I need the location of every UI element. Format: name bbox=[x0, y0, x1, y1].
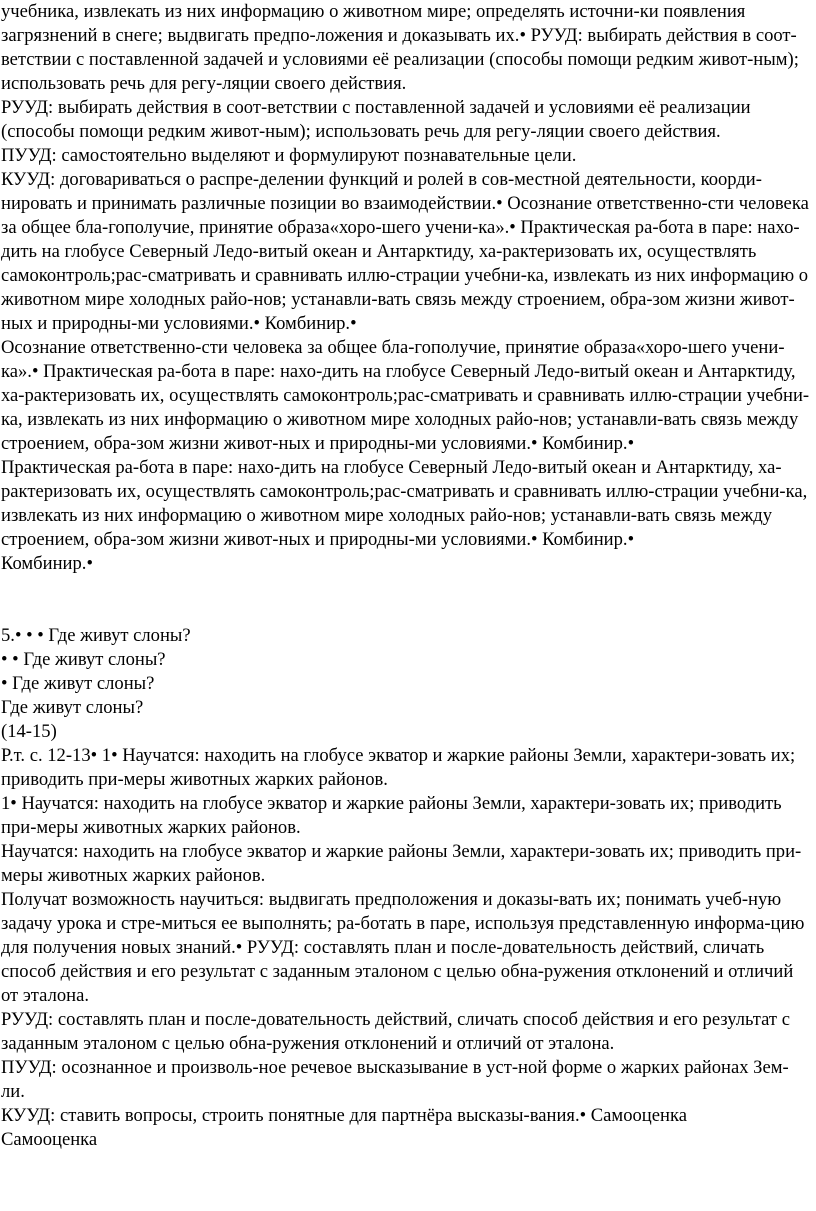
paragraph: учебника, извлекать из них информацию о животном мире; определять источни-ки появления загрязнений в снеге; выдвигать предпо-ложения и доказывать их.• РУУД: выбирать действия в соот-ветствии с поставленной задачей и условиями её реализации (способы помощи редким живот-ным); использовать речь для регу-ляции своего действия. bbox=[1, 1, 799, 94]
paragraph: Практическая ра-бота в паре: нахо-дить на глобусе Северный Ледо-витый океан и Антарктиду, ха-рактеризовать их, осуществлять самоконтроль;рас-сматривать и сравнивать иллю-страции учебни-ка, извлекать из них информацию о животном мире холодных райо-нов; устанавли-вать связь между строением, обра-зом жизни живот-ных и природны-ми условиями.• Комбинир.• bbox=[1, 457, 808, 550]
paragraph: Получат возможность научиться: выдвигать предположения и доказы-вать их; понимать учеб-ную задачу урока и стре-миться ее выполнять; ра-ботать в паре, используя представленную информа-цию для получения новых знаний.• РУУД: составлять план и после-довательность действий, сличать способ действия и его результат с заданным эталоном с целью обна-ружения отклонений и отличий от эталона. bbox=[1, 889, 805, 1006]
blank-space bbox=[1, 576, 810, 624]
paragraph: (14-15) bbox=[1, 721, 57, 742]
paragraph: 1• Научатся: находить на глобусе экватор и жаркие районы Земли, характери-зовать их; приводить при-меры животных жарких районов. bbox=[1, 793, 782, 838]
paragraph: Р.т. с. 12-13• 1• Научатся: находить на глобусе экватор и жаркие районы Земли, характери-зовать их; приводить при-меры животных жарких районов. bbox=[1, 745, 796, 790]
paragraph: ПУУД: осознанное и произволь-ное речевое высказывание в уст-ной форме о жарких районах Зем-ли. bbox=[1, 1057, 789, 1102]
paragraph: • • Где живут слоны? bbox=[1, 649, 166, 670]
paragraph: РУУД: составлять план и после-довательность действий, сличать способ действия и его результат с заданным эталоном с целью обна-ружения отклонений и отличий от эталона. bbox=[1, 1009, 790, 1054]
paragraph: Осознание ответственно-сти человека за общее бла-гополучие, принятие образа«хоро-шего учени-ка».• Практическая ра-бота в паре: нахо-дить на глобусе Северный Ледо-витый океан и Антарктиду, ха-рактеризовать их, осуществлять самоконтроль;рас-сматривать и сравнивать иллю-страции учебни-ка, извлекать из них информацию о животном мире холодных райо-нов; устанавли-вать связь между строением, обра-зом жизни живот-ных и природны-ми условиями.• Комбинир.• bbox=[1, 337, 810, 454]
paragraph: РУУД: выбирать действия в соот-ветствии с поставленной задачей и условиями её реализации (способы помощи редким живот-ным); использовать речь для регу-ляции своего действия. bbox=[1, 97, 751, 142]
paragraph: КУУД: ставить вопросы, строить понятные для партнёра высказы-вания.• Самооценка bbox=[1, 1105, 687, 1126]
paragraph: Где живут слоны? bbox=[1, 697, 144, 718]
paragraph: • Где живут слоны? bbox=[1, 673, 155, 694]
paragraph: 5.• • • Где живут слоны? bbox=[1, 625, 191, 646]
paragraph: Комбинир.• bbox=[1, 553, 93, 574]
paragraph: ПУУД: самостоятельно выделяют и формулируют познавательные цели. bbox=[1, 145, 577, 166]
paragraph: КУУД: договариваться о распре-делении функций и ролей в сов-местной деятельности, коорди-нировать и принимать различные позиции во взаимодействии.• Осознание ответственно-сти человека за общее бла-гополучие, принятие образа«хоро-шего учени-ка».• Практическая ра-бота в паре: нахо-дить на глобусе Северный Ледо-витый океан и Антарктиду, ха-рактеризовать их, осуществлять самоконтроль;рас-сматривать и сравнивать иллю-страции учебни-ка, извлекать из них информацию о животном мире холодных райо-нов; устанавли-вать связь между строением, обра-зом жизни живот-ных и природны-ми условиями.• Комбинир.• bbox=[1, 169, 809, 334]
paragraph: Научатся: находить на глобусе экватор и жаркие районы Земли, характери-зовать их; приводить при-меры животных жарких районов. bbox=[1, 841, 802, 886]
paragraph: Самооценка bbox=[1, 1129, 98, 1150]
